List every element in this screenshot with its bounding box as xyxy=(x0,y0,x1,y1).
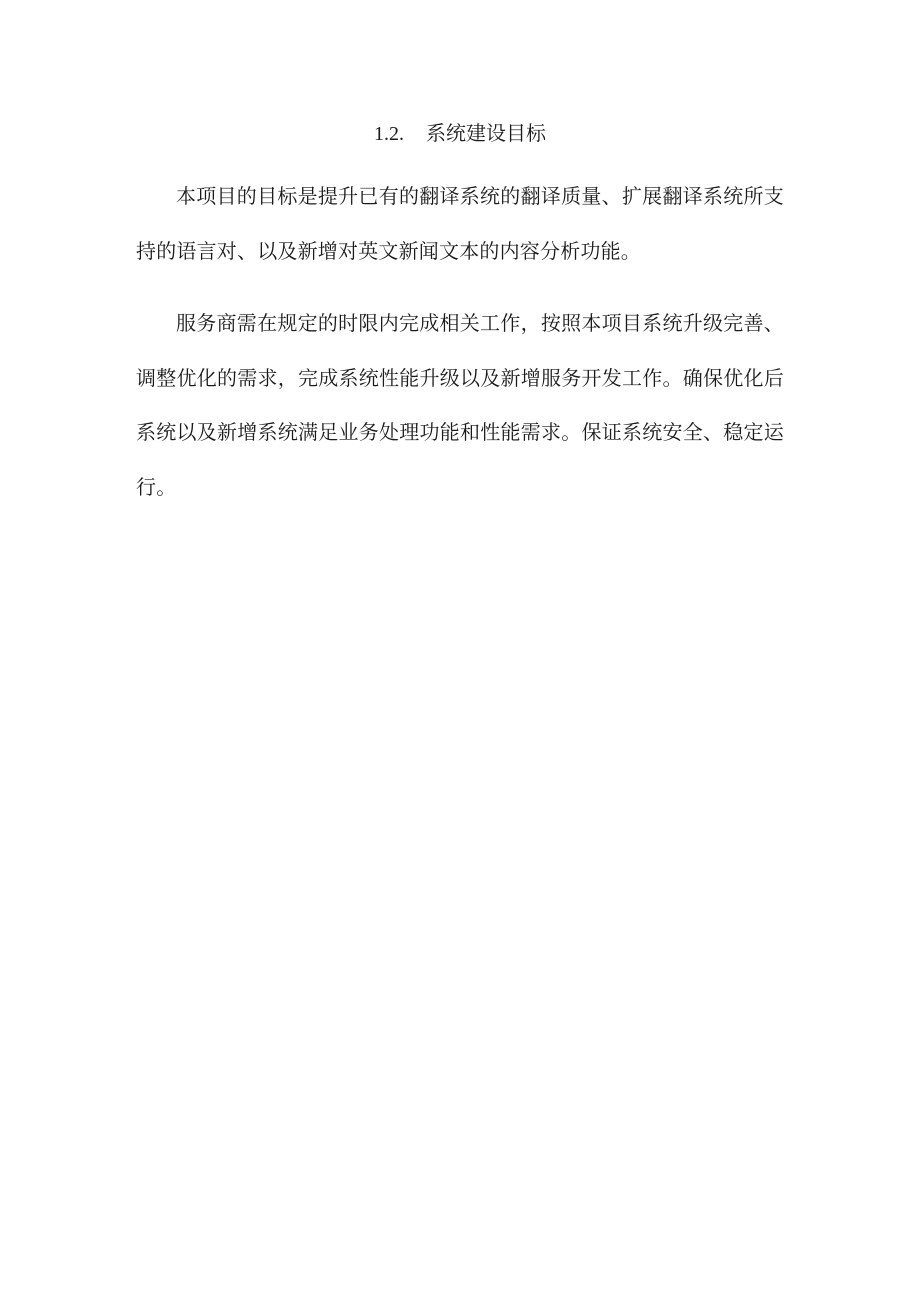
section-number: 1.2. xyxy=(374,123,404,145)
paragraph-1: 本项目的目标是提升已有的翻译系统的翻译质量、扩展翻译系统所支持的语言对、以及新增对英文新闻文本的内容分析功能。 xyxy=(136,184,784,263)
section-title: 系统建设目标 xyxy=(426,121,546,145)
section-heading xyxy=(0,118,920,149)
paragraph-2: 服务商需在规定的时限内完成相关工作，按照本项目系统升级完善、调整优化的需求，完成系统性能升级以及新增服务开发工作。确保优化后系统以及新增系统满足业务处理功能和性能需求。保证系统安全、稳定运行。 xyxy=(136,311,784,499)
paragraph-1-container xyxy=(136,169,784,278)
paragraph-2-container xyxy=(136,296,784,514)
